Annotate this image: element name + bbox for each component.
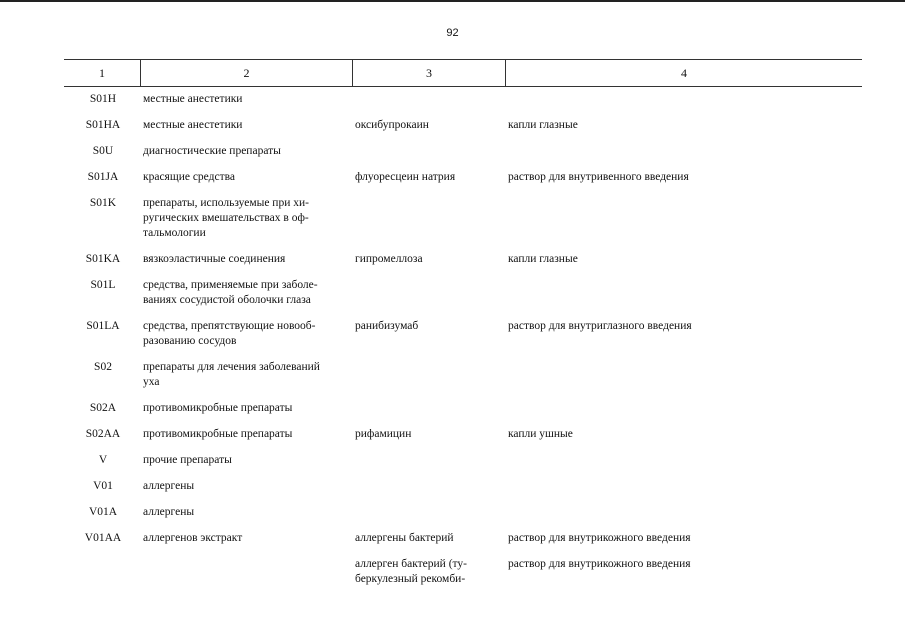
row-substance-cell: рифамицин <box>355 428 412 440</box>
row-code-cell: S01K <box>89 197 117 209</box>
row-group-cell: аллергены <box>143 506 195 518</box>
row-code-cell: S0U <box>92 145 114 157</box>
row-substance-cell: оксибупрокаин <box>355 119 429 131</box>
row-substance-cell: аллерген бактерий (ту- беркулезный рекомби- <box>355 558 467 585</box>
column-header-3: 3 <box>426 66 432 80</box>
row-group-cell: препараты, используемые при хи- ругических вмешательствах в оф- тальмологии <box>143 197 309 239</box>
row-code-cell: V01 <box>93 480 113 492</box>
row-code-cell: S01LA <box>86 320 120 332</box>
row-group-cell: аллергены <box>143 480 195 492</box>
column-header-1: 1 <box>99 66 105 80</box>
row-form-cell: раствор для внутрикожного введения <box>508 532 691 544</box>
row-form-cell: раствор для внутривенного введения <box>508 171 689 183</box>
row-form-cell: раствор для внутриглазного введения <box>508 320 692 332</box>
row-group-cell: противомикробные препараты <box>143 428 293 440</box>
column-header-4: 4 <box>681 66 687 80</box>
row-group-cell: диагностические препараты <box>143 145 281 157</box>
row-code-cell: S02AA <box>85 428 121 440</box>
row-group-cell: красящие средства <box>143 171 235 183</box>
row-form-cell: раствор для внутрикожного введения <box>508 558 691 570</box>
row-code-cell: S01H <box>89 93 117 105</box>
row-group-cell: местные анестетики <box>143 93 243 105</box>
row-code-cell: V01A <box>88 506 118 518</box>
row-group-cell: вязкоэластичные соединения <box>143 253 286 265</box>
row-code-cell: S01KA <box>85 253 121 265</box>
row-form-cell: капли глазные <box>508 119 578 131</box>
row-code-cell: V01AA <box>84 532 122 544</box>
row-substance-cell: гипромеллоза <box>355 253 423 265</box>
row-code-cell: S01JA <box>87 171 119 183</box>
row-group-cell: противомикробные препараты <box>143 402 293 414</box>
row-code-cell: S01L <box>90 279 116 291</box>
row-code-cell: S02 <box>94 361 112 373</box>
table-header <box>64 59 862 87</box>
page-number: 92 <box>446 27 459 39</box>
row-group-cell: прочие препараты <box>143 454 232 466</box>
page-top-border <box>0 0 905 2</box>
row-form-cell: капли ушные <box>508 428 573 440</box>
row-group-cell: препараты для лечения заболеваний уха <box>143 361 320 388</box>
row-group-cell: средства, применяемые при заболе- ваниях сосудистой оболочки глаза <box>143 279 318 306</box>
row-code-cell: V <box>98 454 108 466</box>
column-header-2: 2 <box>243 66 250 80</box>
row-group-cell: средства, препятствующие новооб- разованию сосудов <box>143 320 316 347</box>
row-group-cell: аллергенов экстракт <box>143 532 243 544</box>
row-group-cell: местные анестетики <box>143 119 243 131</box>
row-substance-cell: флуоресцеин натрия <box>355 171 456 183</box>
row-code-cell: S01HA <box>85 119 121 131</box>
row-substance-cell: ранибизумаб <box>355 320 419 332</box>
row-form-cell: капли глазные <box>508 253 578 265</box>
row-substance-cell: аллергены бактерий <box>355 532 454 544</box>
row-code-cell: S02A <box>89 402 117 414</box>
